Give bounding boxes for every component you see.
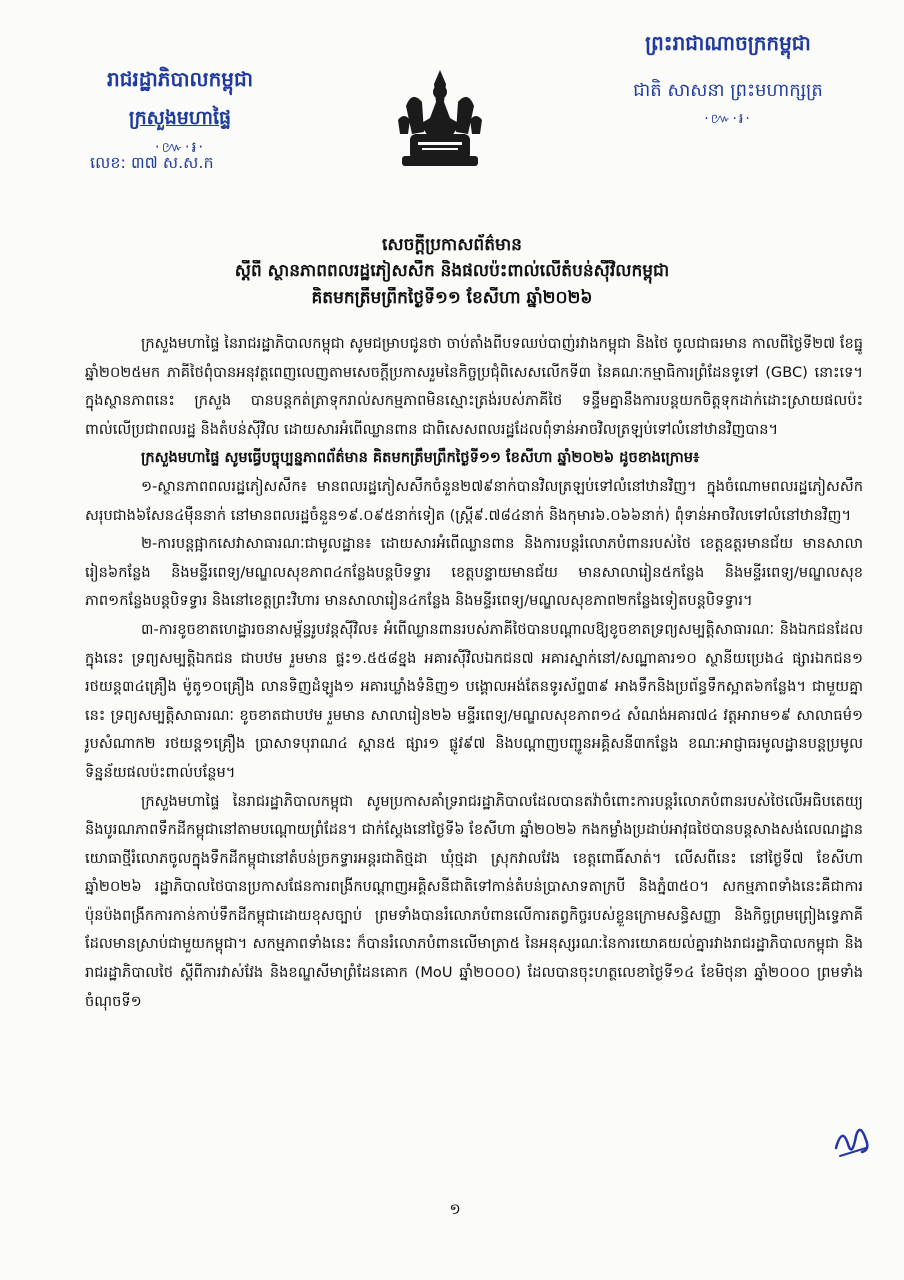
government-name: រាជរដ្ឋាភិបាលកម្ពុជា xyxy=(107,67,253,91)
document-date-line: គិតមកត្រឹមព្រឹកថ្ងៃទី១១ ខែសីហា ឆ្នាំ២០២៦ xyxy=(311,288,593,308)
royal-emblem-icon xyxy=(388,62,492,170)
document-title: សេចក្ដីប្រកាសព័ត៌មាន xyxy=(382,235,522,255)
ministry-header xyxy=(70,66,290,172)
ministry-name: ក្រសួងមហាផ្ទៃ xyxy=(128,107,232,129)
reference-number: លេខ: ៣៧ ស.ស.ក xyxy=(90,153,214,172)
paragraph-intro: ក្រសួងមហាផ្ទៃ នៃរាជរដ្ឋាភិបាលកម្ពុជា សូមជម្រាបជូនថា ចាប់តាំងពីបទឈប់បាញ់រវាងកម្ពុជា និងថៃ ចូលជាធរមាន កាលពីថ្ងៃទី២៧ ខែធ្នូ ឆ្នាំ២០២៥មក ភាគីថៃពុំបានអនុវត្តពេញលេញតាមសេចក្ដីប្រកាសរួមនៃកិច្ចប្រជុំពិសេសលើកទី៣ នៃគណៈកម្មាធិការព្រំដែនទូទៅ (GBC) នោះទេ។ ក្នុងស្ថានភាពនេះ ក្រសួង បានបន្តកត់ត្រាទុករាល់សកម្មភាពមិនស្មោះត្រង់របស់ភាគីថៃ ទន្ទឹមគ្នានឹងការបន្តយកចិត្តទុកដាក់ដោះស្រាយផលប៉ះពាល់លើប្រជាពលរដ្ឋ និងតំបន់ស៊ីវិល ដោយសារអំពើឈ្លានពាន ជាពិសេសពលរដ្ឋដែលពុំទាន់អាចវិលត្រឡប់ទៅលំនៅឋានវិញបាន។ xyxy=(85,335,863,438)
paragraph-public-services: ២-ការបន្តផ្អាកសេវាសាធារណៈជាមូលដ្ឋាន៖ ដោយសារអំពើឈ្លានពាន និងការបន្តរំលោភបំពានរបស់ថៃ ខេត្តឧត្តរមានជ័យ មានសាលារៀន៦កន្លែង និងមន្ទីរពេទ្យ/មណ្ឌលសុខភាព៤កន្លែងបន្តបិទទ្វារ ខេត្តបន្ទាយមានជ័យ មានសាលារៀន៥កន្លែង និងមន្ទីរពេទ្យ/មណ្ឌលសុខភាព១កន្លែងបន្តបិទទ្វារ និងនៅខេត្តព្រះវិហារ មានសាលារៀន៤កន្លែង និងមន្ទីរពេទ្យ/មណ្ឌលសុខភាព២កន្លែងទៀតបន្តបិទទ្វារ។ xyxy=(85,535,863,610)
national-motto: ជាតិ សាសនា ព្រះមហាក្សត្រ xyxy=(633,80,823,101)
document-body xyxy=(85,330,863,1016)
paragraph-ministry-statement: ក្រសួងមហាផ្ទៃ នៃរាជរដ្ឋាភិបាលកម្ពុជា សូមប្រកាសគាំទ្ររាជរដ្ឋាភិបាលដែលបានតវ៉ាចំពោះការបន្តរំលោភបំពានរបស់ថៃលើអធិបតេយ្យ និងបូរណភាពទឹកដីកម្ពុជានៅតាមបណ្ដោយព្រំដែន។ ជាក់ស្ដែងនៅថ្ងៃទី៦ ខែសីហា ឆ្នាំ២០២៦ កងកម្លាំងប្រដាប់អាវុធថៃបានបន្តសាងសង់លេណដ្ឋានយោធាថ្មីរំលោភចូលក្នុងទឹកដីកម្ពុជានៅតំបន់ច្រកទ្វារអន្តរជាតិថ្មដា ឃុំថ្មដា ស្រុកវាលវែង ខេត្តពោធិ៍សាត់។ លើសពីនេះ នៅថ្ងៃទី៧ ខែសីហា ឆ្នាំ២០២៦ រដ្ឋាភិបាលថៃបានប្រកាសផែនការពង្រីកបណ្ដាញអគ្គិសនីជាតិទៅកាន់តំបន់ប្រាសាទតាក្របី និងភ្នំ៣៥០។ សកម្មភាពទាំងនេះគឺជាការប៉ុនប៉ងពង្រីកការកាន់កាប់ទឹកដីកម្ពុជាដោយខុសច្បាប់ ព្រមទាំងបានរំលោភបំពានលើការតព្វកិច្ចរបស់ខ្លួនក្រោមសន្ធិសញ្ញា និងកិច្ចព្រមព្រៀងទ្វេភាគីដែលមានស្រាប់ជាមួយកម្ពុជា។ សកម្មភាពទាំងនេះ ក៏បានរំលោភបំពានលើមាត្រា៥ នៃអនុស្សរណៈនៃការយោគយល់គ្នារវាងរាជរដ្ឋាភិបាលកម្ពុជា និងរាជរដ្ឋាភិបាលថៃ ស្ដីពីការវាស់វែង និងខណ្ឌសីមាព្រំដែនគោក (MoU ឆ្នាំ២០០០) ដែលបានចុះហត្ថលេខាថ្ងៃទី១៤ ខែមិថុនា ឆ្នាំ២០០០ ព្រមទាំងចំណុចទី១ xyxy=(85,792,863,1010)
paragraph-update: ក្រសួងមហាផ្ទៃ សូមធ្វើបច្ចុប្បន្នភាពព័ត៌មាន គិតមកត្រឹមព្រឹកថ្ងៃទី១១ ខែសីហា ឆ្នាំ២០២៦ ដូចខាងក្រោម៖ xyxy=(141,449,700,467)
kingdom-header xyxy=(598,30,858,130)
header-ornament-left: ·៚·៛· xyxy=(154,138,206,156)
handwritten-initials-icon xyxy=(832,1118,872,1162)
kingdom-name: ព្រះរាជាណាចក្រកម្ពុជា xyxy=(645,31,811,55)
page-number: ១ xyxy=(449,1200,461,1218)
paragraph-refugees: ១-ស្ថានភាពពលរដ្ឋភៀសសឹក៖ មានពលរដ្ឋភៀសសឹកចំនួន២៧៩នាក់បានវិលត្រឡប់ទៅលំនៅឋានវិញ។ ក្នុងចំណោមពលរដ្ឋភៀសសឹកសរុបជាង៦សែន៤ម៉ឺននាក់ នៅមានពលរដ្ឋចំនួន១៩.០៩៥នាក់ទៀត (ស្ត្រី៩.៧៨៤នាក់ និងកុមារ៦.០៦៦នាក់) ពុំទាន់អាចវិលទៅលំនៅឋានវិញ។ xyxy=(85,477,863,524)
document-subject: ស្ដីពី ស្ថានភាពពលរដ្ឋភៀសសឹក និងផលប៉ះពាល់លើតំបន់ស៊ីវិលកម្ពុជា xyxy=(234,261,670,281)
header-ornament-right: ·៚·៛· xyxy=(704,111,752,127)
paragraph-infrastructure-damage: ៣-ការខូចខាតហេដ្ឋារចនាសម្ព័ន្ធរូបវន្តស៊ីវិល៖ អំពើឈ្លានពានរបស់ភាគីថៃបានបណ្ដាលឱ្យខូចខាតទ្រព្យសម្បត្តិសាធារណៈ និងឯកជនដែលក្នុងនេះ ទ្រព្យសម្បត្តិឯកជន ជាបឋម រួមមាន ផ្ទះ១.៥៥៨ខ្នង អគារស៊ីវិលឯកជន៧ អគារស្នាក់នៅ/សណ្ឋាគារ១០ ស្ថានីយប្រេង៤ ផ្សារឯកជន១ រថយន្ត៣៤គ្រឿង ម៉ូតូ១០គ្រឿង លានទិញដំឡូង១ អគារឃ្លាំងទំនិញ១ បង្គោលអង់តែនទូរស័ព្ទ៣៩ អាងទឹកនិងប្រព័ន្ធទឹកស្អាត៦កន្លែង។ ជាមួយគ្នានេះ ទ្រព្យសម្បត្តិសាធារណៈ ខូចខាតជាបឋម រួមមាន សាលារៀន២៦ មន្ទីរពេទ្យ/មណ្ឌលសុខភាព១៤ សំណង់អគារ៧៤ វត្តអារាម១៩ សាលាធម៌១ រូបសំណាក២ រថយន្ត១គ្រឿង ប្រាសាទបុរាណ៤ ស្ពាន៥ ផ្សារ១ ផ្លូវ៩៧ និងបណ្ដាញបញ្ជូនអគ្គិសនី៣កន្លែង ខណៈអាជ្ញាធរមូលដ្ឋានបន្តប្រមូលទិន្នន័យផលប៉ះពាល់បន្ថែម។ xyxy=(85,620,863,781)
